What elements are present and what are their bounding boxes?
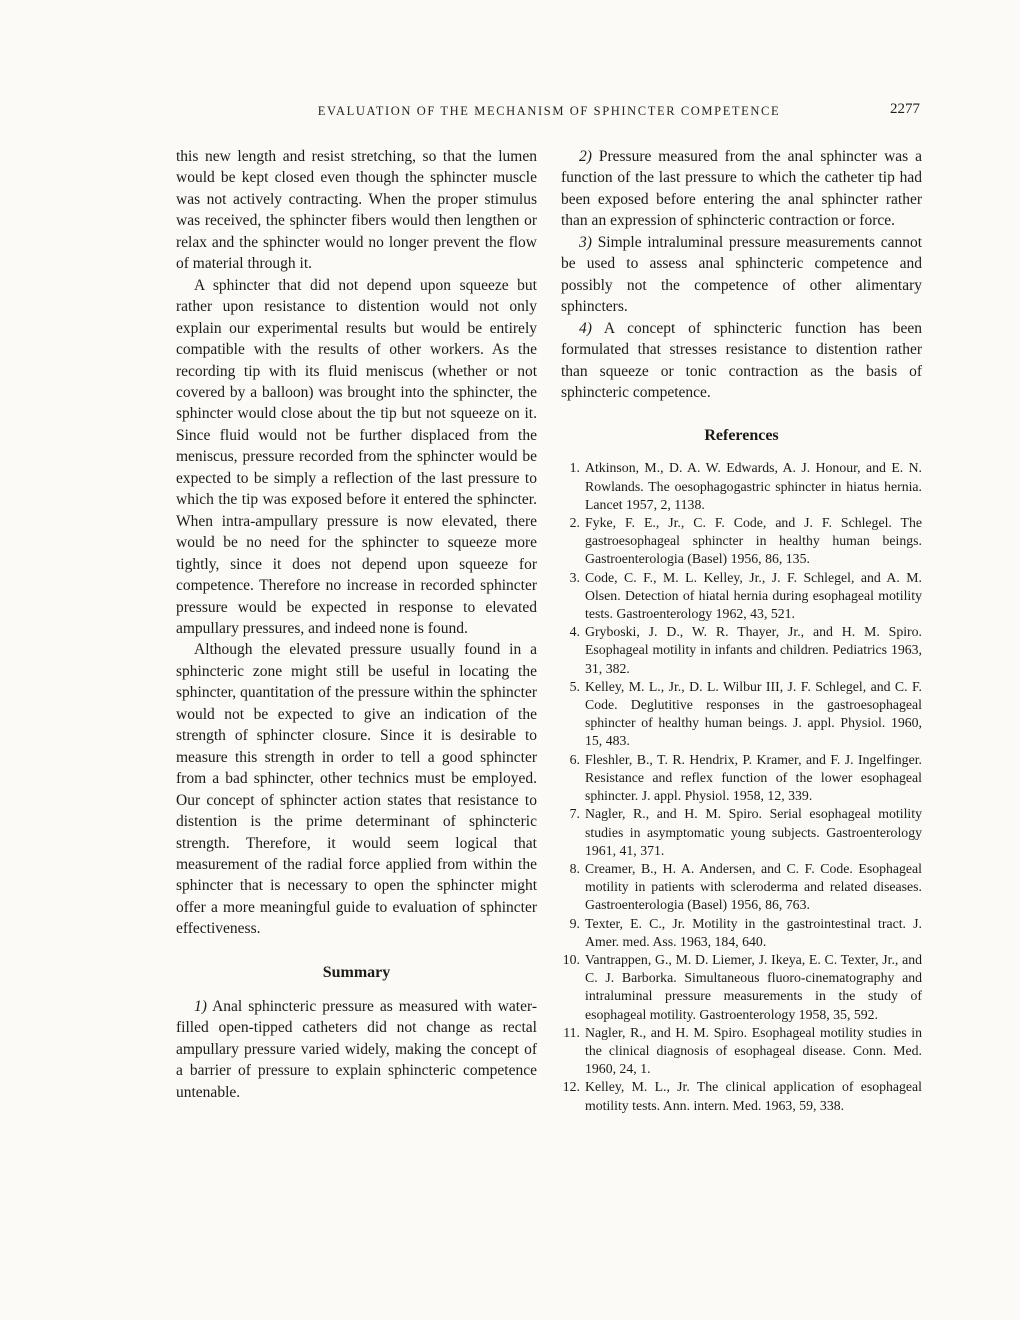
- summary-item: [561, 146, 922, 232]
- reference-item: [561, 951, 922, 1024]
- summary-item-number: 3): [579, 233, 592, 251]
- reference-number: 1.: [569, 460, 580, 476]
- reference-number: 11.: [563, 1024, 580, 1040]
- summary-item-number: 1): [194, 997, 207, 1015]
- reference-number: 7.: [569, 806, 580, 822]
- body-paragraph: this new length and resist stretching, so that the lumen would be kept closed even though the sphincter muscle was not actively contracting. When the proper stimulus was received, the sphincter fibers would then lengthen or relax and the sphincter would no longer prevent the flow of material through it.: [176, 148, 537, 273]
- summary-item: [561, 318, 922, 404]
- reference-text: Vantrappen, G., M. D. Liemer, J. Ikeya, E. C. Texter, Jr., and C. J. Barborka. Simultaneous fluoro-cinematography and intraluminal pressure measurements in the study of esophageal motility. Gastroenterology 1958, 35, 592.: [585, 951, 922, 1022]
- reference-item: [561, 751, 922, 806]
- reference-number: 2.: [569, 515, 580, 531]
- reference-text: Fleshler, B., T. R. Hendrix, P. Kramer, and F. J. Ingelfinger. Resistance and reflex function of the lower esophageal sphincter. J. appl. Physiol. 1958, 12, 339.: [585, 751, 922, 804]
- reference-text: Atkinson, M., D. A. W. Edwards, A. J. Honour, and E. N. Rowlands. The oesophagogastric sphincter in hiatus hernia. Lancet 1957, 2, 1138.: [585, 460, 922, 512]
- reference-text: Nagler, R., and H. M. Spiro. Serial esophageal motility studies in asymptomatic young subjects. Gastroenterology 1961, 41, 371.: [585, 806, 922, 858]
- summary-item-text: Anal sphincteric pressure as measured with water-filled open-tipped catheters did not change as rectal ampullary pressure varied widely, making the concept of a barrier of pressure to explain sphincteric competence untenable.: [176, 997, 537, 1101]
- reference-item: [561, 860, 922, 915]
- reference-number: 8.: [569, 860, 580, 876]
- reference-list: [561, 459, 922, 1114]
- two-column-body: [176, 146, 922, 1115]
- reference-number: 6.: [569, 751, 580, 767]
- reference-number: 5.: [569, 678, 580, 694]
- left-column: [176, 146, 537, 1115]
- reference-number: 4.: [569, 624, 580, 640]
- reference-text: Nagler, R., and H. M. Spiro. Esophageal motility studies in the clinical diagnosis of esophageal disease. Conn. Med. 1960, 24, 1.: [585, 1024, 922, 1077]
- reference-text: Creamer, B., H. A. Andersen, and C. F. Code. Esophageal motility in patients with scleroderma and related diseases. Gastroenterologia (Basel) 1956, 86, 763.: [585, 860, 922, 913]
- reference-text: Code, C. F., M. L. Kelley, Jr., J. F. Schlegel, and A. M. Olsen. Detection of hiatal hernia during esophageal motility tests. Gastroenterology 1962, 43, 521.: [585, 569, 922, 622]
- reference-item: [561, 1078, 922, 1114]
- summary-item: [561, 232, 922, 318]
- reference-text: Kelley, M. L., Jr., D. L. Wilbur III, J. F. Schlegel, and C. F. Code. Deglutitive responses in the gastroesophageal sphincter of healthy human beings. J. appl. Physiol. 1960, 15, 483.: [585, 678, 922, 749]
- summary-heading: Summary: [322, 963, 391, 981]
- reference-item: [561, 678, 922, 751]
- right-column: [561, 146, 922, 1115]
- summary-item-text: Simple intraluminal pressure measurements cannot be used to assess anal sphincteric competence and possibly not the competence of other alimentary sphincters.: [561, 233, 923, 316]
- body-paragraph: Although the elevated pressure usually found in a sphincteric zone might still be useful in locating the sphincter, quantitation of the pressure within the sphincter would not be expected to give an indication of the strength of sphincter closure. Since it is desirable to measure this strength in order to tell a good sphincter from a bad sphincter, other technics must be employed. Our concept of sphincter action states that resistance to distention is the prime determinant of sphincteric strength. Therefore, it would seem logical that measurement of the radial force applied from within the sphincter that is necessary to open the sphincter might offer a more meaningful guide to evaluation of sphincter effectiveness.: [176, 641, 537, 938]
- reference-number: 3.: [569, 569, 580, 585]
- reference-number: 9.: [569, 915, 580, 931]
- summary-item-number: 2): [579, 148, 592, 165]
- page-header: [176, 101, 922, 124]
- reference-text: Texter, E. C., Jr. Motility in the gastrointestinal tract. J. Amer. med. Ass. 1963, 184, 640.: [585, 915, 922, 949]
- reference-text: Kelley, M. L., Jr. The clinical application of esophageal motility tests. Ann. intern. Med. 1963, 59, 338.: [585, 1079, 922, 1113]
- page-number: 2277: [890, 101, 920, 117]
- reference-item: [561, 805, 922, 860]
- reference-text: Gryboski, J. D., W. R. Thayer, Jr., and H. M. Spiro. Esophageal motility in infants and children. Pediatrics 1963, 31, 382.: [585, 624, 922, 676]
- reference-item: [561, 1024, 922, 1079]
- reference-number: 12.: [562, 1079, 580, 1095]
- summary-item: [176, 996, 537, 1103]
- reference-item: [561, 569, 922, 624]
- summary-item-number: 4): [579, 319, 592, 337]
- running-title: EVALUATION OF THE MECHANISM OF SPHINCTER COMPETENCE: [317, 104, 781, 118]
- reference-item: [561, 459, 922, 514]
- reference-text: Fyke, F. E., Jr., C. F. Code, and J. F. Schlegel. The gastroesophageal sphincter in healthy human beings. Gastroenterologia (Basel) 1956, 86, 135.: [585, 515, 922, 567]
- body-paragraph: A sphincter that did not depend upon squeeze but rather upon resistance to distention would not only explain our experimental results but would be entirely compatible with the results of other workers. As the recording tip with its fluid meniscus (whether or not covered by a balloon) was brought into the sphincter, the sphincter would close about the tip but not squeeze on it. Since fluid would not be further displaced from the meniscus, pressure recorded from the sphincter would be expected to be simply a reflection of the last pressure to which the tip was exposed before it entered the sphincter. When intra-ampullary pressure is now elevated, there would be no need for the sphincter to squeeze more tightly, since it does not depend upon squeeze for competence. Therefore no increase in recorded sphincter pressure would be expected in response to elevated ampullary pressures, and indeed none is found.: [176, 276, 537, 637]
- summary-item-text: A concept of sphincteric function has been formulated that stresses resistance to distention rather than squeeze or tonic contraction as the basis of sphincteric competence.: [561, 319, 922, 401]
- reference-item: [561, 514, 922, 569]
- reference-item: [561, 915, 922, 951]
- reference-item: [561, 623, 922, 678]
- reference-number: 10.: [562, 951, 580, 967]
- summary-item-text: Pressure measured from the anal sphincter was a function of the last pressure to which the catheter tip had been exposed before entering the anal sphincter rather than an expression of sphincteric contraction or force.: [561, 148, 922, 230]
- references-heading: References: [704, 427, 779, 445]
